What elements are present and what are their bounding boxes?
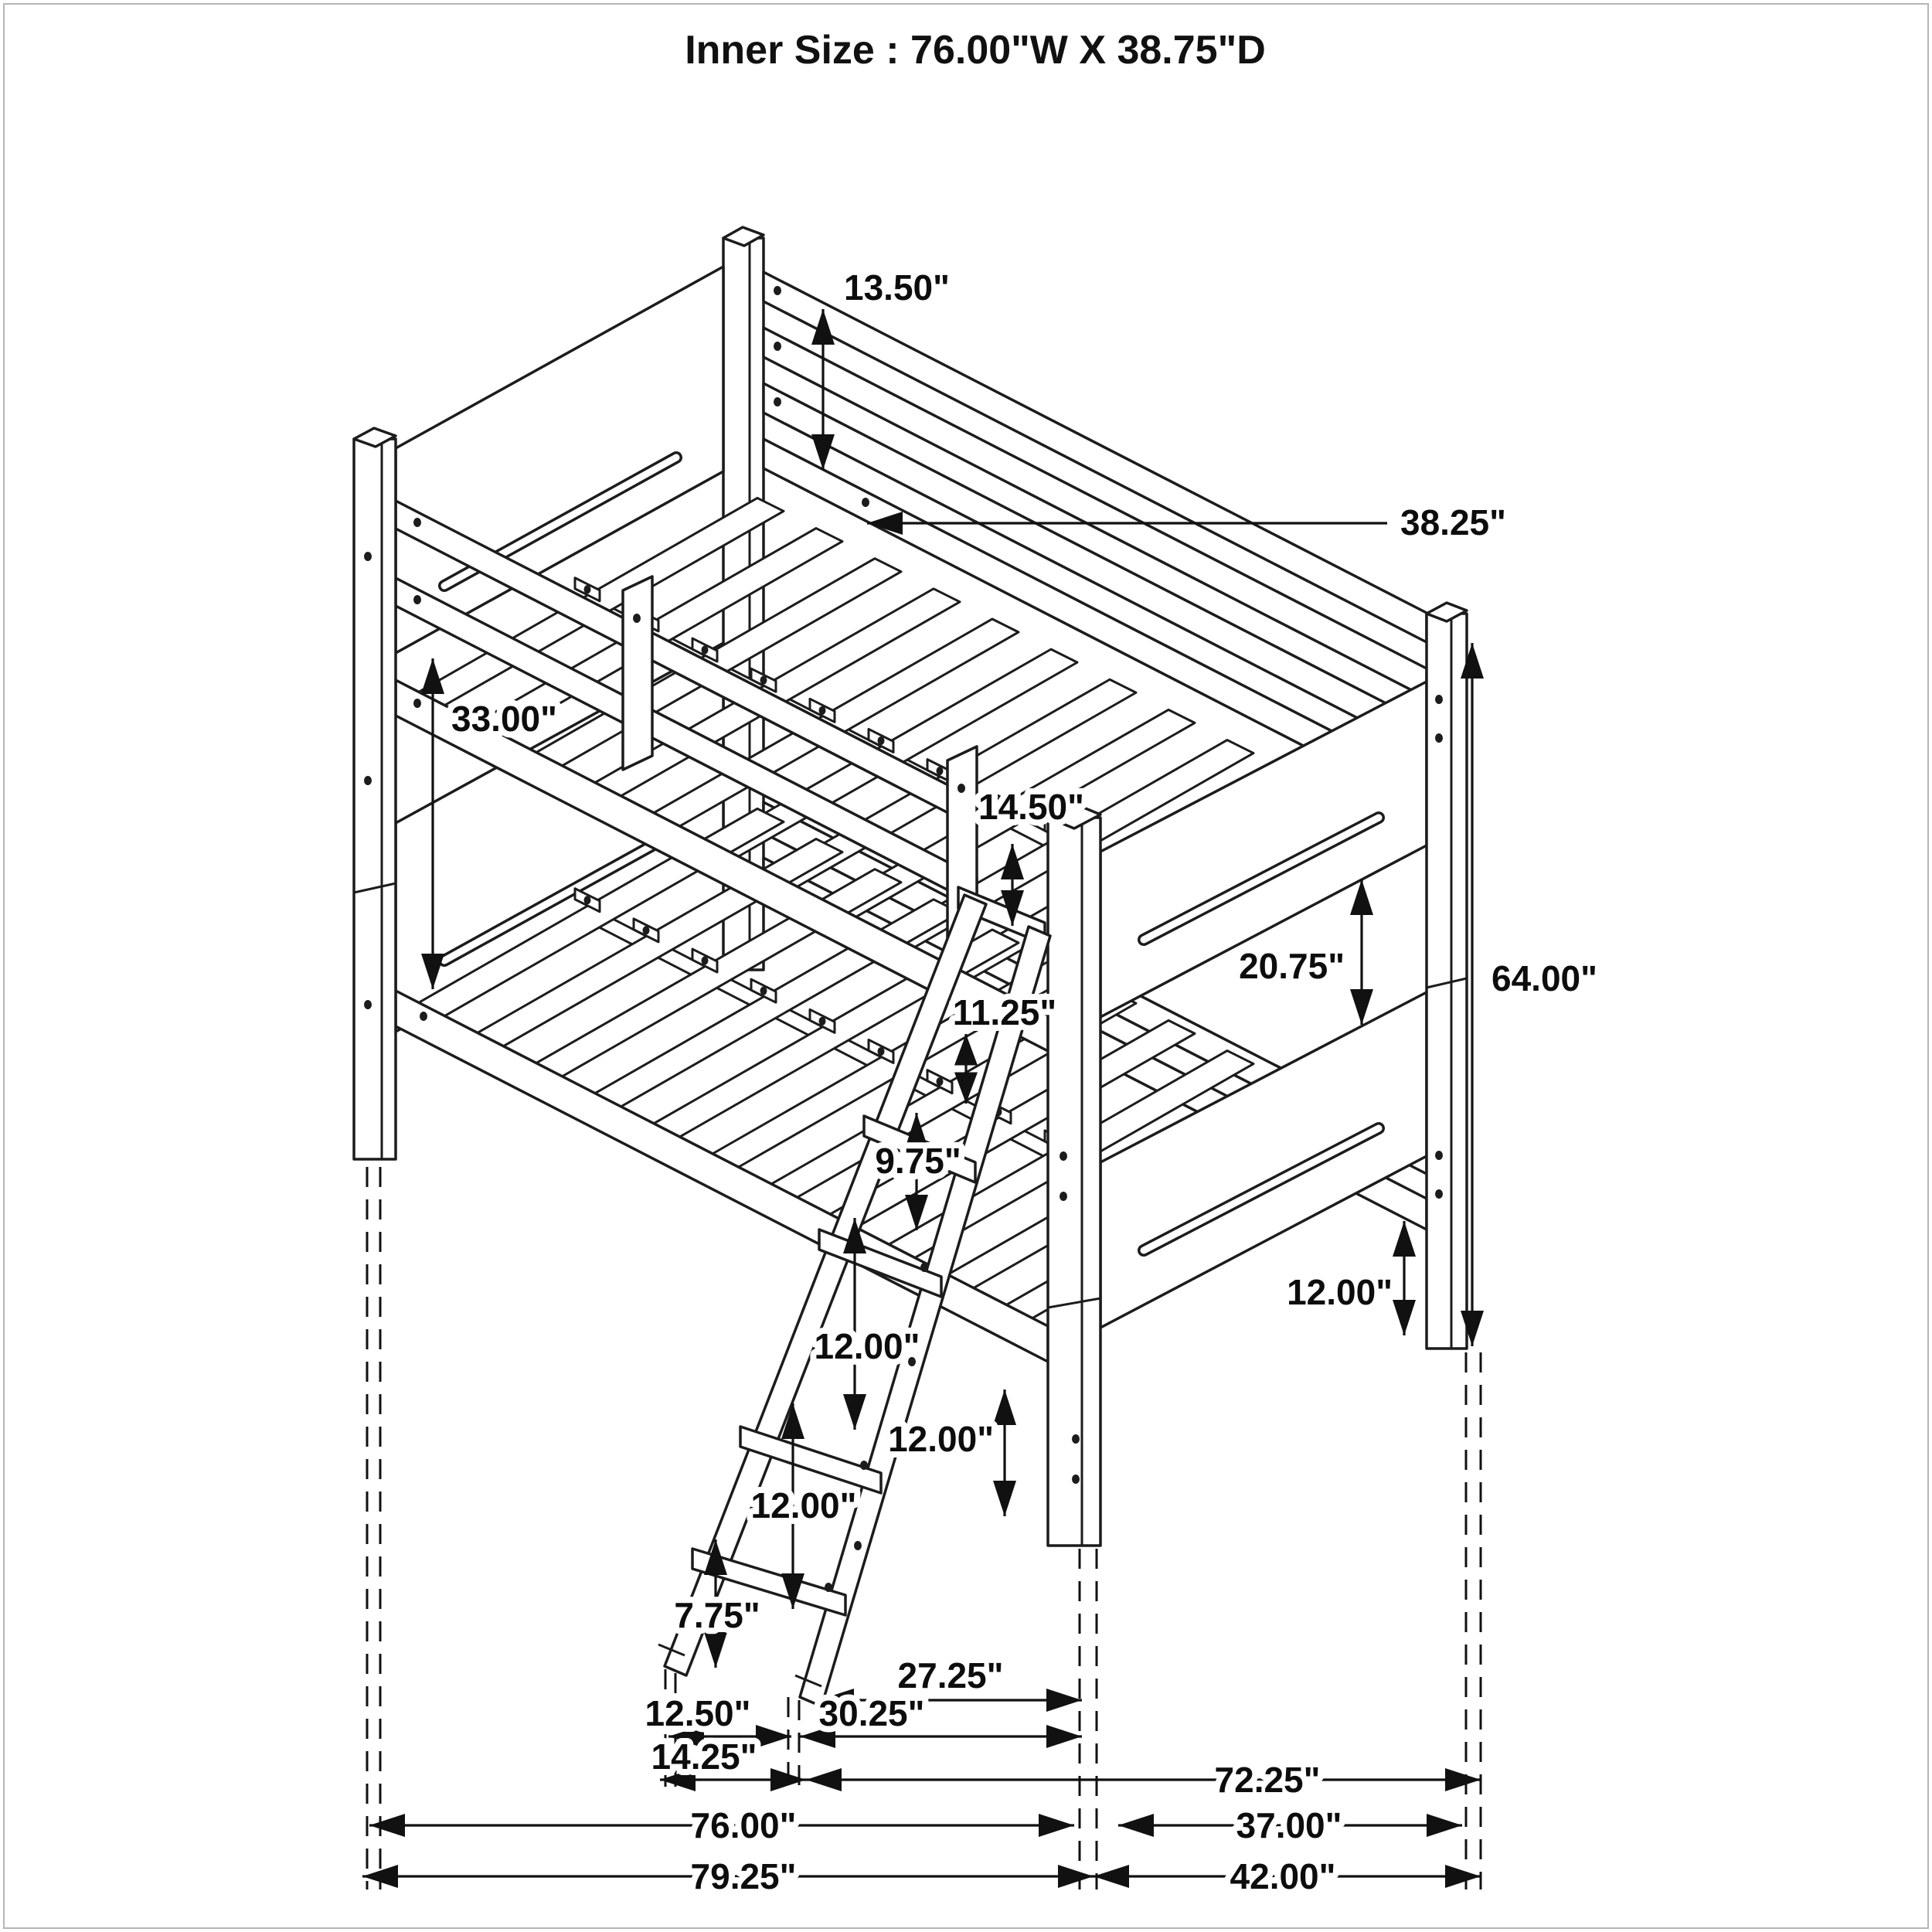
dimension-label-ladder-foot-spread: 12.50" xyxy=(645,1693,751,1733)
clip-screw xyxy=(819,1017,826,1026)
clip-screw xyxy=(937,1077,944,1086)
post-front-right xyxy=(1048,804,1100,1546)
dimension-overall-depth xyxy=(1094,1856,1481,1896)
dimension-label-step-spacing-low: 12.00" xyxy=(750,1485,857,1526)
drawing-title: Inner Size : 76.00"W X 38.75"D xyxy=(685,28,1266,73)
dimension-bed-length xyxy=(369,1805,1074,1845)
dimension-label-overall-length: 79.25" xyxy=(690,1856,797,1896)
post-front-left xyxy=(354,428,396,1159)
post-back-right xyxy=(1427,603,1467,1349)
dimension-ladder-foot-to-rear-leg xyxy=(806,1760,1481,1800)
dimension-ladder-foot-to-front-leg-outer xyxy=(800,1693,1082,1748)
clip-screw xyxy=(937,767,944,775)
dimension-side-depth-inner xyxy=(1118,1805,1462,1845)
dimension-label-ladder-foot-to-rear-leg: 72.25" xyxy=(1214,1760,1321,1800)
dimension-label-back-rail-height: 13.50" xyxy=(844,267,950,308)
dimension-label-ladder-depth-overall: 14.25" xyxy=(651,1736,757,1777)
dimension-rear-leg-height xyxy=(1287,1221,1416,1335)
dimension-label-overall-depth: 42.00" xyxy=(1230,1856,1336,1896)
clip-screw xyxy=(643,926,650,934)
dimension-label-upper-rail-to-lower-rail: 33.00" xyxy=(451,699,557,739)
clip-screw xyxy=(584,585,591,594)
dimension-overall-length xyxy=(362,1856,1094,1896)
dimension-label-ladder-foot-to-front-leg-outer: 30.25" xyxy=(818,1693,925,1733)
dimension-label-front-leg-height: 12.00" xyxy=(888,1419,994,1459)
clip-screw xyxy=(702,646,709,655)
clip-screw xyxy=(878,1047,885,1056)
clip-screw xyxy=(584,896,591,904)
dimension-label-ladder-foot-to-front-leg: 27.25" xyxy=(897,1655,1004,1696)
guard-post-left xyxy=(623,577,652,770)
clip-screw xyxy=(819,706,826,715)
dimension-label-bed-length: 76.00" xyxy=(690,1805,797,1845)
dimension-label-bottom-step-to-floor: 7.75" xyxy=(674,1595,760,1635)
dimension-label-rear-leg-height: 12.00" xyxy=(1287,1272,1393,1312)
clip-screw xyxy=(878,736,885,745)
dimension-label-side-depth-inner: 37.00" xyxy=(1236,1805,1342,1845)
upper-back-rails xyxy=(764,272,1427,809)
dimension-label-step-spacing-mid: 12.00" xyxy=(814,1326,920,1366)
dimension-label-guard-rail-height: 14.50" xyxy=(978,787,1084,827)
clip-screw xyxy=(760,676,767,685)
dimension-label-slat-width: 38.25" xyxy=(1400,502,1506,543)
clip-screw xyxy=(760,987,767,995)
dimension-label-bunk-clearance: 20.75" xyxy=(1239,946,1345,986)
dimension-label-step-spacing-top: 9.75" xyxy=(875,1141,961,1181)
dimension-ladder-depth-overall xyxy=(651,1736,806,1791)
dimension-overall-height xyxy=(1461,643,1597,1346)
dimension-label-deck-to-first-step: 11.25" xyxy=(952,992,1057,1032)
dimension-label-overall-height: 64.00" xyxy=(1492,958,1597,998)
clip-screw xyxy=(702,957,709,965)
